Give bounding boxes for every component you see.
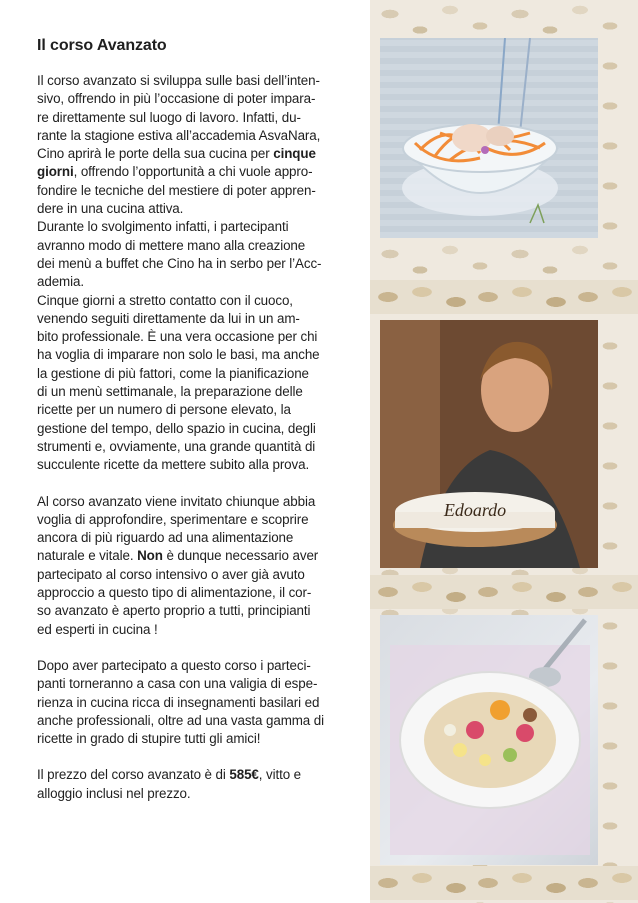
text-line: venendo seguiti direttamente da lui in un am-	[37, 310, 300, 326]
text-span: naturale e vitale.	[37, 548, 138, 564]
text-line: bito professionale. È una vera occasione per chi	[37, 329, 318, 345]
text-span: Il prezzo del corso avanzato è di	[37, 767, 230, 783]
text-line: strumenti e, ovviamente, una grande quantità di	[37, 438, 316, 454]
text-span: , offrendo l’opportunità a chi vuole appro-	[73, 164, 313, 180]
text-line: sivo, offrendo in più l’occasione di poter impara-	[37, 91, 316, 107]
emphasis-text: giorni	[37, 164, 74, 180]
text-line: Al corso avanzato viene invitato chiunque abbia	[37, 493, 316, 509]
text-line: la gestione di più fattori, come la pianificazione	[37, 365, 309, 381]
paragraph-menu	[37, 218, 367, 291]
paragraph-intro	[37, 72, 367, 218]
muesli-bowl-photo	[380, 615, 598, 865]
text-line	[37, 766, 367, 784]
text-line: rienza in cucina ricca di insegnamenti basilari ed	[37, 694, 320, 710]
grain-strip	[370, 866, 638, 900]
text-line: panti torneranno a casa con una valigia di espe-	[37, 676, 318, 692]
text-line: dei menù a buffet che Cino ha in serbo per l’Acc-	[37, 255, 322, 271]
text-line: fondire le tecniche del mestiere di poter appren-	[37, 182, 316, 198]
paragraph-after-course	[37, 657, 367, 748]
text-line: avranno modo di mettere mano alla creazione	[37, 237, 306, 253]
text-line: anche professionali, oltre ad una vasta gamma di	[37, 712, 324, 728]
text-line: re direttamente sul luogo di lavoro. Infatti, du-	[37, 109, 301, 125]
text-line: ricette per un numero di persone elevato, la	[37, 402, 291, 418]
text-line: Dopo aver partecipato a questo corso i parteci-	[37, 657, 311, 673]
text-span: , vitto e	[258, 767, 302, 783]
text-line	[37, 145, 367, 163]
text-line: rante la stagione estiva all’accademia AsvaNara,	[37, 127, 321, 143]
grain-strip	[370, 280, 638, 314]
chef-photo	[380, 320, 598, 568]
text-line: Cinque giorni a stretto contatto con il cuoco,	[37, 292, 293, 308]
text-line: ricette in grado di stupire tutti gli amici!	[37, 731, 261, 747]
text-line: partecipato al corso intensivo o aver già avuto	[37, 566, 305, 582]
text-line: ha voglia di imparare non solo le basi, ma anche	[37, 347, 320, 363]
paragraph-invitation	[37, 493, 367, 639]
text-line: Durante lo svolgimento infatti, i partecipanti	[37, 219, 289, 235]
text-line: ed esperti in cucina !	[37, 621, 158, 637]
text-line: gestione del tempo, dello spazio in cucina, degli	[37, 420, 316, 436]
article	[37, 36, 367, 803]
grain-strip	[370, 575, 638, 609]
emphasis-text: cinque	[273, 146, 316, 162]
text-line: so avanzato è aperto proprio a tutti, principianti	[37, 603, 311, 619]
text-line: ancora di più riguardo ad una alimentazione	[37, 530, 294, 546]
text-line: approccio a questo tipo di alimentazione, il cor-	[37, 585, 312, 601]
text-line: succulente ricette da mettere subito alla prova.	[37, 457, 310, 473]
text-span: Cino aprirà le porte della sua cucina per	[37, 146, 274, 162]
salad-bowl-photo	[380, 38, 598, 238]
text-line: dere in una cucina attiva.	[37, 201, 184, 217]
text-line: Il corso avanzato si sviluppa sulle basi dell’inten-	[37, 73, 320, 88]
text-span: è dunque necessario aver	[162, 548, 319, 564]
article-title: Il corso Avanzato	[37, 37, 167, 54]
cake-lettering: Edoardo	[443, 500, 507, 520]
price-value: 585€	[229, 767, 259, 783]
emphasis-text: Non	[137, 548, 163, 564]
text-line: ademia.	[37, 274, 84, 290]
text-line	[37, 163, 367, 181]
paragraph-five-days	[37, 292, 367, 475]
text-line: alloggio inclusi nel prezzo.	[37, 785, 191, 801]
paragraph-price	[37, 766, 367, 803]
text-line: di un menù settimanale, la preparazione delle	[37, 384, 303, 400]
text-line	[37, 547, 367, 565]
text-line: voglia di approfondire, sperimentare e scoprire	[37, 511, 309, 527]
